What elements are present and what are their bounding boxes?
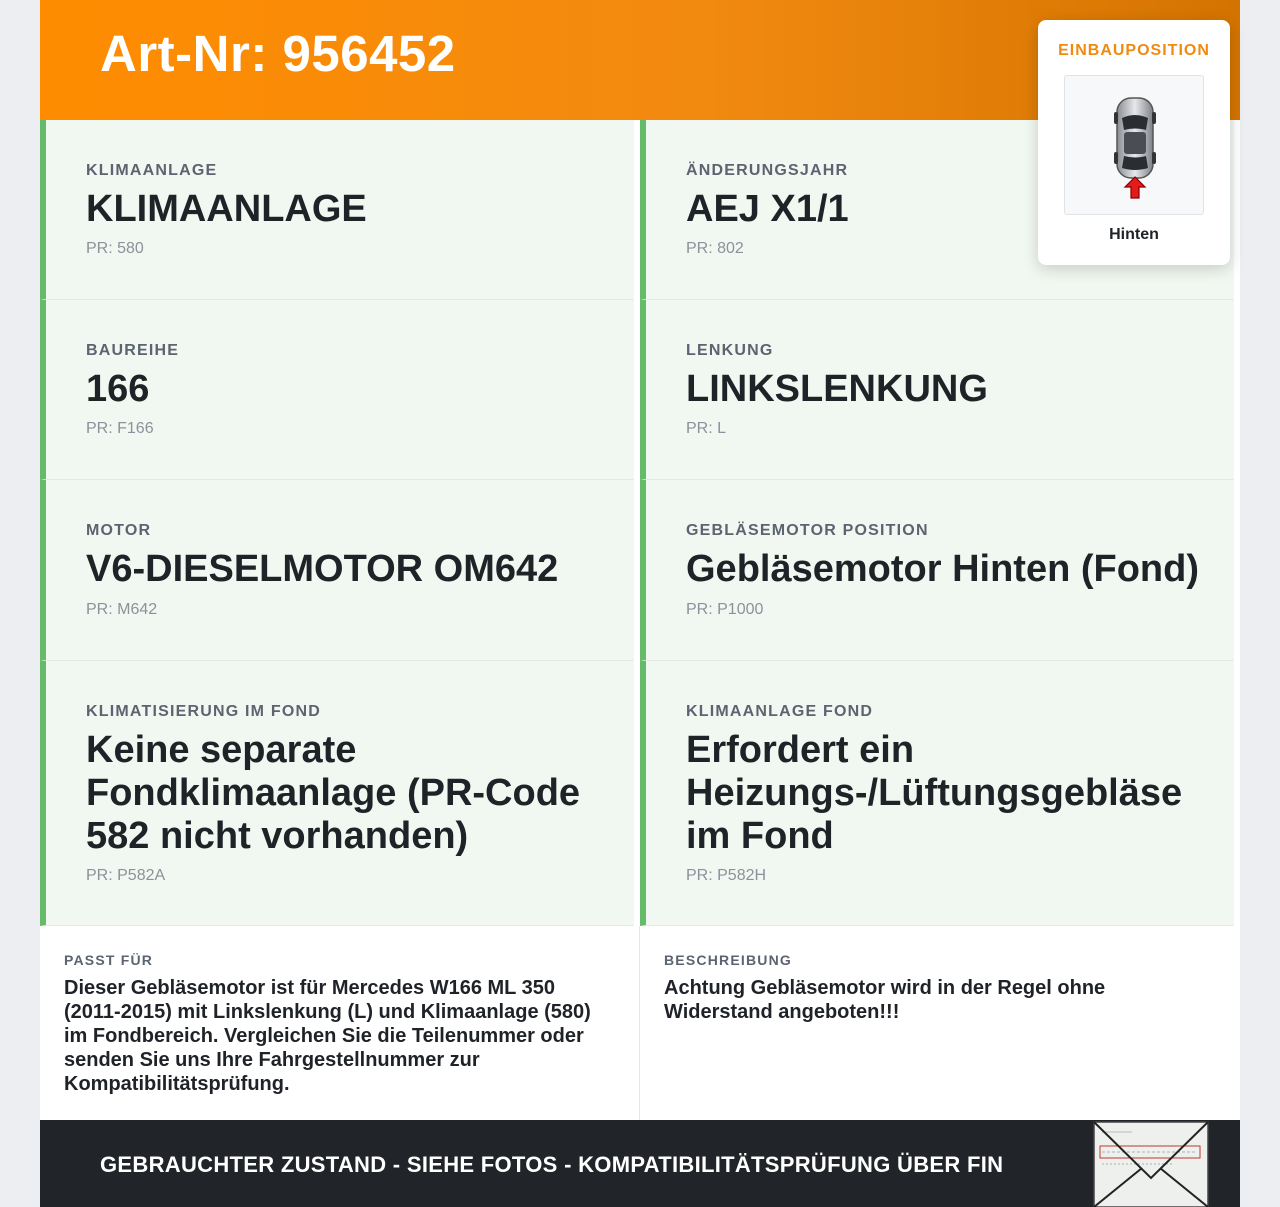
article-number-title: Art-Nr: 956452 <box>100 25 456 82</box>
fits-text: Dieser Gebläsemotor ist für Mercedes W166 ML 350 (2011-2015) mit Linkslenkung (L) und Klimaanlage (580) im Fondbereich. Vergleichen Sie die Teilenummer oder senden Sie uns Ihre Fahrgestellnummer zur Kompatibilitätsprüfung. <box>64 977 591 1095</box>
description-text: Achtung Gebläsemotor wird in der Regel ohne Widerstand angeboten!!! <box>664 977 1106 1023</box>
fits-section <box>40 926 640 1120</box>
spec-pr-code: PR: F166 <box>86 420 154 437</box>
installation-position-card <box>1038 20 1230 265</box>
spec-value: 166 <box>86 368 150 410</box>
spec-cell-motor <box>40 480 634 661</box>
car-top-view-rear-arrow-icon <box>1065 76 1203 214</box>
spec-pr-code: PR: 580 <box>86 240 144 257</box>
spec-value: V6-DIESELMOTOR OM642 <box>86 548 559 590</box>
spec-cell-baureihe <box>40 300 634 480</box>
spec-label: BAUREIHE <box>86 342 180 359</box>
spec-label: KLIMATISIERUNG IM FOND <box>86 703 321 720</box>
spec-label: KLIMAANLAGE <box>86 162 218 179</box>
spec-pr-code: PR: P1000 <box>686 601 764 618</box>
spec-value: Gebläsemotor Hinten (Fond) <box>686 548 1199 590</box>
spec-label: MOTOR <box>86 522 152 539</box>
spec-cell-klimatisierung-fond <box>40 661 634 926</box>
spec-value: Erfordert ein Heizungs-/Lüftungsgebläse im Fond <box>686 729 1183 857</box>
footer-bar <box>40 1120 1240 1207</box>
fits-label: PASST FÜR <box>64 952 154 968</box>
footer-text: GEBRAUCHTER ZUSTAND - SIEHE FOTOS - KOMPATIBILITÄTSPRÜFUNG ÜBER FIN <box>100 1152 1004 1177</box>
spec-pr-code: PR: M642 <box>86 601 158 618</box>
spec-label: ÄNDERUNGSJAHR <box>686 162 849 179</box>
spec-cell-geblaesemotor-position <box>640 480 1234 661</box>
spec-pr-code: PR: P582A <box>86 867 166 884</box>
vehicle-document-envelope-icon <box>1092 1120 1210 1207</box>
spec-pr-code: PR: P582H <box>686 867 767 884</box>
installation-position-caption: Hinten <box>1109 226 1159 243</box>
spec-label: LENKUNG <box>686 342 774 359</box>
spec-cell-lenkung <box>640 300 1234 480</box>
spec-pr-code: PR: 802 <box>686 240 744 257</box>
spec-label: KLIMAANLAGE FOND <box>686 703 874 720</box>
spec-value: LINKSLENKUNG <box>686 368 988 410</box>
spec-value: AEJ X1/1 <box>686 188 849 230</box>
spec-label: GEBLÄSEMOTOR POSITION <box>686 522 929 539</box>
installation-position-image <box>1064 75 1204 215</box>
description-section <box>640 926 1240 1120</box>
spec-cell-klimaanlage-fond <box>640 661 1234 926</box>
installation-position-label: EINBAUPOSITION <box>1058 42 1210 59</box>
description-label: BESCHREIBUNG <box>664 952 792 968</box>
spec-cell-klimaanlage <box>40 120 634 300</box>
spec-value: KLIMAANLAGE <box>86 188 367 230</box>
spec-value: Keine separate Fondklimaanlage (PR-Code 582 nicht vorhanden) <box>86 729 581 857</box>
spec-pr-code: PR: L <box>686 420 727 437</box>
